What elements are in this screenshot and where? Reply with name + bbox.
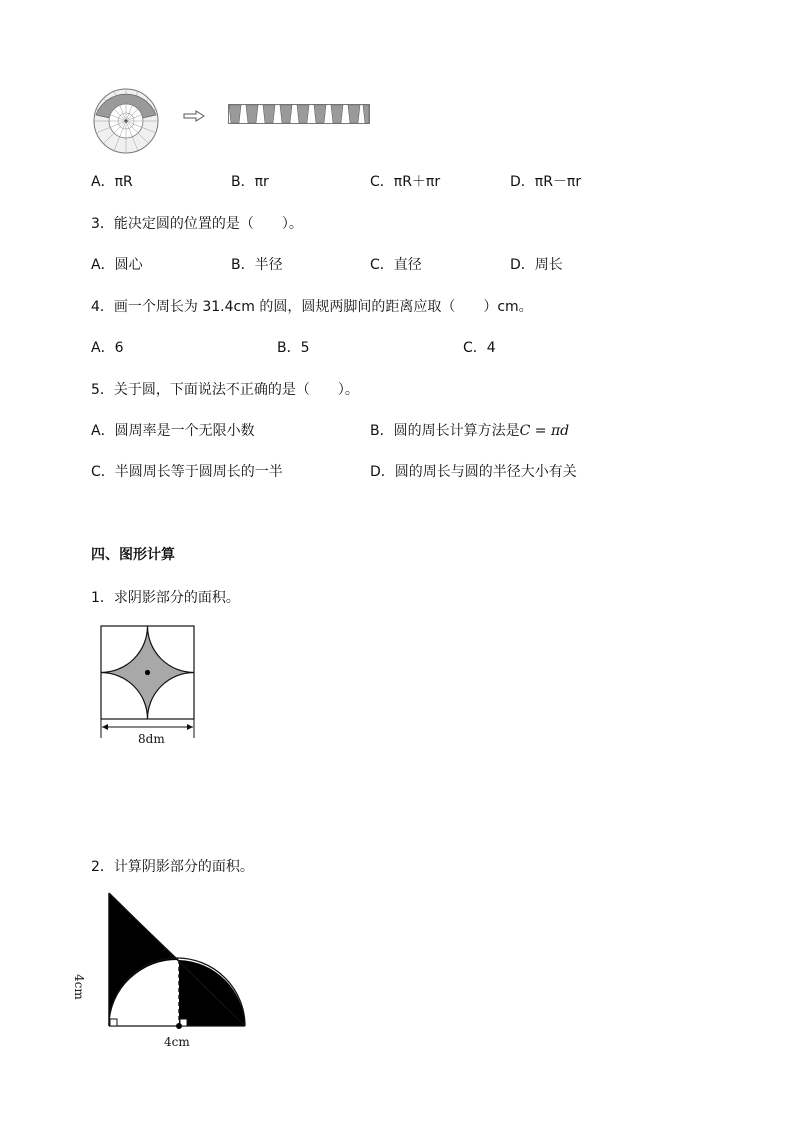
q5-option-c[interactable]: C．半圆周长等于圆周长的一半 (91, 464, 283, 480)
q4-option-c[interactable]: C．4 (463, 340, 496, 356)
height-label: 4cm (72, 974, 86, 1000)
q5-stem: 5．关于圆，下面说法不正确的是（ ）。 (91, 382, 359, 398)
unrolled-strip-figure (228, 104, 370, 124)
q5-option-b-text: B．圆的周长计算方法是 (370, 423, 520, 439)
arrow-right-icon (183, 110, 205, 122)
q4-option-a[interactable]: A．6 (91, 340, 124, 356)
q4-stem: 4．画一个周长为 31.4cm 的圆，圆规两脚间的距离应取（ ）cm。 (91, 299, 533, 315)
q3-stem: 3．能决定圆的位置的是（ ）。 (91, 216, 303, 232)
square-quarter-circles-figure (96, 624, 200, 748)
problem-2-stem: 2．计算阴影部分的面积。 (91, 859, 254, 875)
q4-option-b[interactable]: B．5 (277, 340, 310, 356)
q3-option-d[interactable]: D．周长 (510, 257, 563, 273)
q2-option-a[interactable]: A．πR (91, 174, 133, 190)
side-length-label: 8dm (138, 732, 165, 746)
q5-option-a[interactable]: A．圆周率是一个无限小数 (91, 423, 255, 439)
circumference-formula: C = πd (519, 423, 570, 439)
q2-option-d[interactable]: D．πR－πr (510, 174, 582, 190)
q2-option-b[interactable]: B．πr (231, 174, 269, 190)
base-label: 4cm (164, 1035, 190, 1049)
ring-figure (92, 88, 162, 156)
q5-option-b[interactable] (370, 420, 569, 440)
q3-option-b[interactable]: B．半径 (231, 257, 283, 273)
section-title: 四、图形计算 (91, 547, 175, 563)
q5-option-d[interactable]: D．圆的周长与圆的半径大小有关 (370, 464, 577, 480)
triangle-semicircle-figure (100, 890, 250, 1032)
q2-option-c[interactable]: C．πR＋πr (370, 174, 441, 190)
problem-1-stem: 1．求阴影部分的面积。 (91, 590, 240, 606)
q3-option-c[interactable]: C．直径 (370, 257, 422, 273)
q3-option-a[interactable]: A．圆心 (91, 257, 143, 273)
